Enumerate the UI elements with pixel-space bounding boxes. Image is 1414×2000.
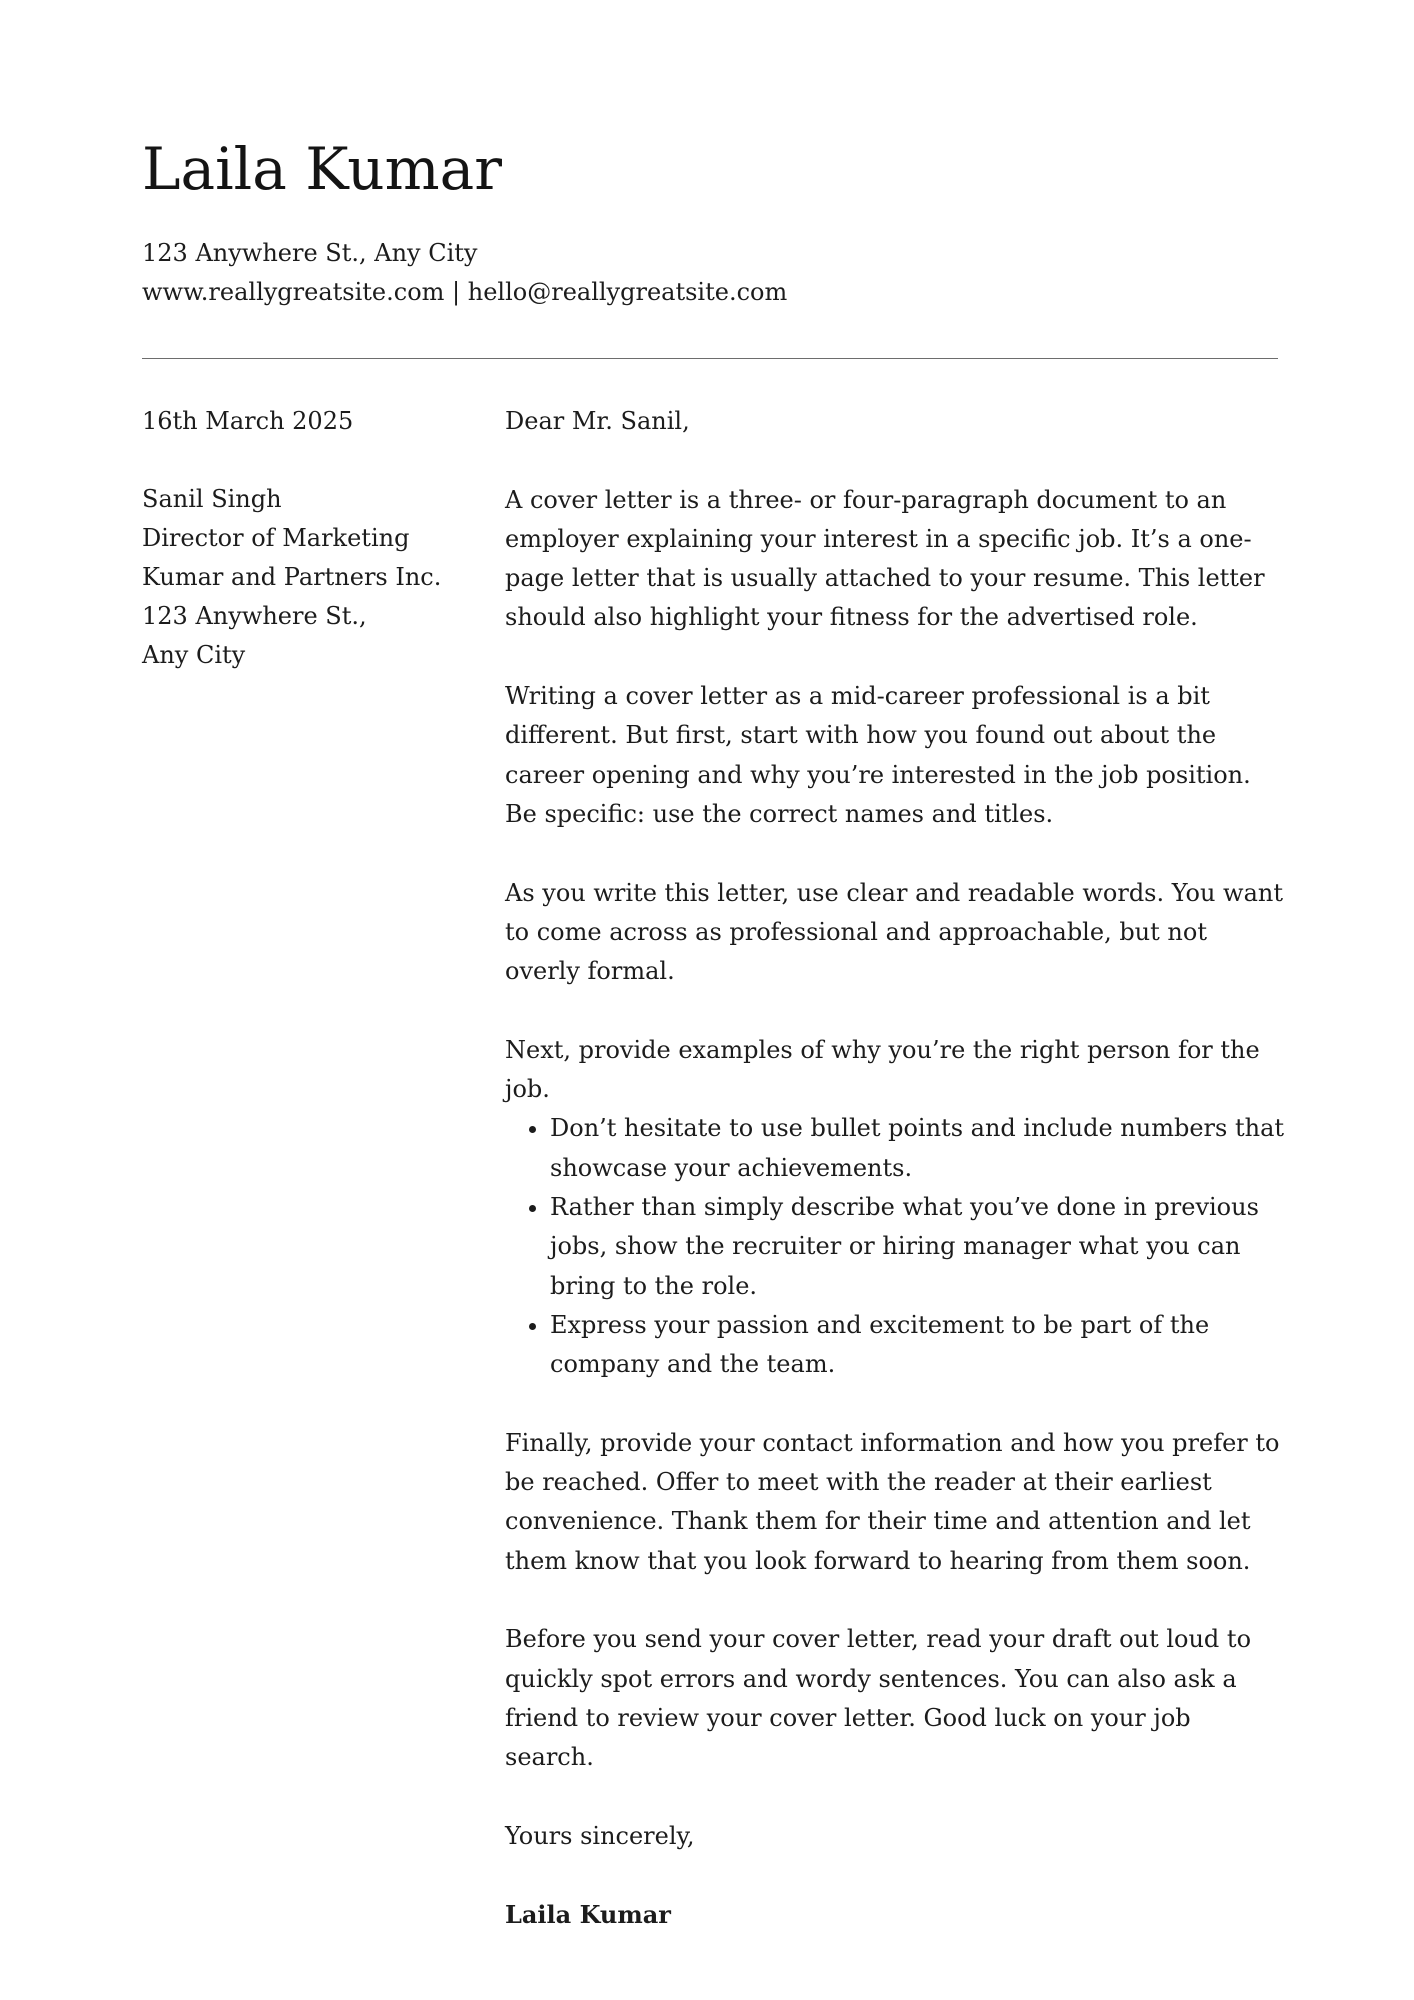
recipient-city: Any City — [142, 641, 246, 669]
sender-web-email: www.reallygreatsite.com | hello@reallygreatsite.com — [142, 278, 788, 306]
bullet-item: • Express your passion and excitement to be part of the company and the team. — [550, 1306, 1287, 1385]
signature-name: Laila Kumar — [505, 1900, 671, 1930]
body-paragraph: Before you send your cover letter, read your draft out loud to quickly spot errors and wordy sentences. You can also ask a friend to review your cover letter. Good luck on your job search. — [505, 1625, 1252, 1772]
header-divider — [142, 358, 1278, 359]
recipient-title: Director of Marketing — [142, 524, 410, 552]
salutation: Dear Mr. Sanil, — [505, 407, 690, 435]
list-intro: Next, provide examples of why you’re the right person for the job. — [505, 1035, 1260, 1104]
body-paragraph: A cover letter is a three- or four-paragraph document to an employer explaining your interest in a specific job. It’s a one-page letter that is usually attached to your resume. This letter should also highlight your fitness for the advertised role. — [505, 485, 1265, 632]
sign-off: Yours sincerely, — [505, 1821, 695, 1850]
sender-address: 123 Anywhere St., Any City — [142, 239, 478, 267]
sender-name: Laila Kumar — [142, 135, 502, 203]
letter-meta-column — [142, 402, 482, 675]
recipient-block — [142, 480, 482, 675]
bullet-list — [505, 1109, 1287, 1384]
recipient-name: Sanil Singh — [142, 485, 282, 513]
body-paragraph: Finally, provide your contact information and how you prefer to be reached. Offer to meet with the reader at their earliest convenience. Thank them for their time and attention and let them know that you look forward to hearing from them soon. — [505, 1428, 1280, 1575]
sender-contact — [142, 234, 787, 312]
bullet-item: • Rather than simply describe what you’ve done in previous jobs, show the recruiter or hiring manager what you can bring to the role. — [550, 1188, 1287, 1306]
body-paragraph: Writing a cover letter as a mid-career professional is a bit different. But first, start with how you found out about the career opening and why you’re interested in the job position. Be specific: use the correct names and titles. — [505, 682, 1251, 828]
letter-date: 16th March 2025 — [142, 407, 354, 435]
letter-body — [505, 402, 1287, 1974]
body-paragraph: As you write this letter, use clear and readable words. You want to come across as professional and approachable, but not overly formal. — [505, 878, 1283, 986]
recipient-company: Kumar and Partners Inc. — [142, 563, 442, 591]
recipient-street: 123 Anywhere St., — [142, 602, 367, 630]
bullet-item: • Don’t hesitate to use bullet points and include numbers that showcase your achievements. — [550, 1109, 1287, 1188]
